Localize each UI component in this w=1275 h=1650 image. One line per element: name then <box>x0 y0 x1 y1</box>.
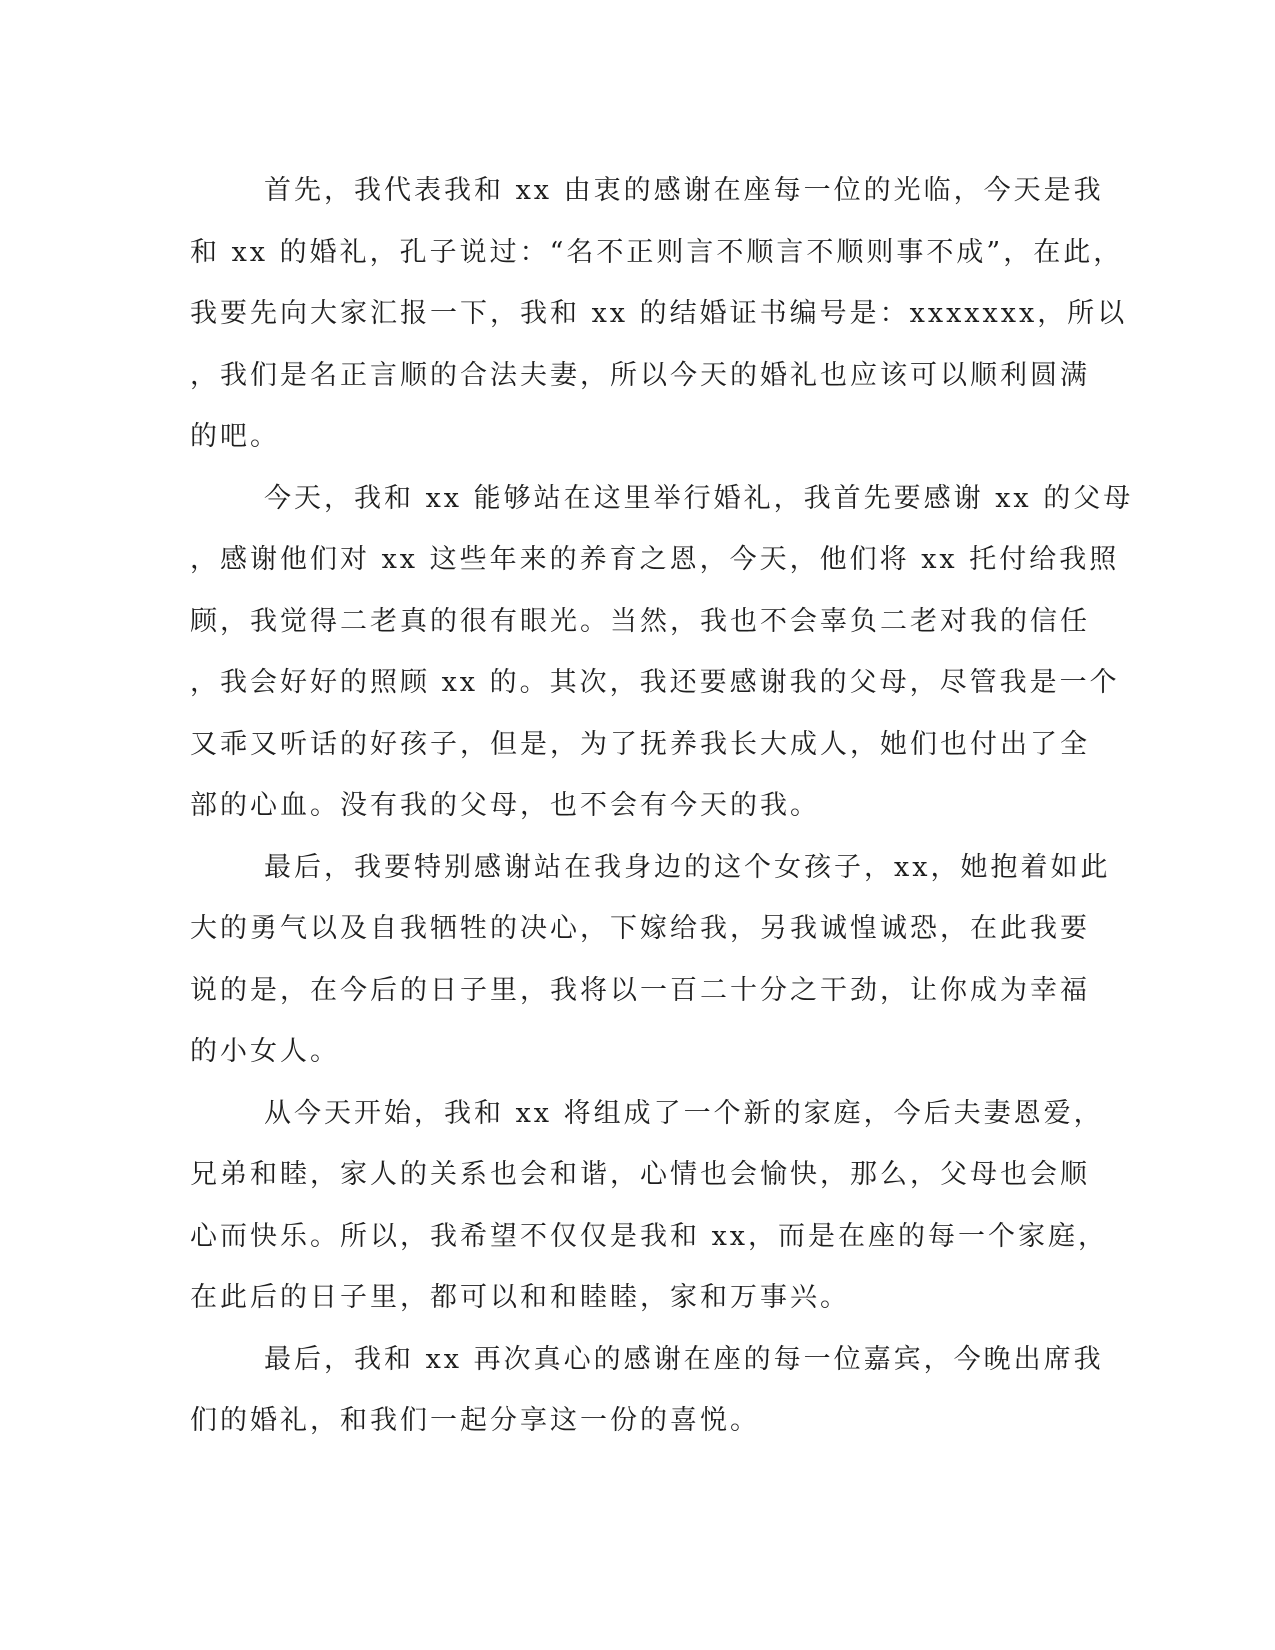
text-line: 的小女人。 <box>190 1036 340 1067</box>
text-line: 最后，我和 xx 再次真心的感谢在座的每一位嘉宾，今晚出席我 <box>264 1343 1104 1375</box>
text-line: ，我会好好的照顾 xx 的。其次，我还要感谢我的父母，尽管我是一个 <box>190 667 1120 698</box>
text-line: 今天，我和 xx 能够站在这里举行婚礼，我首先要感谢 xx 的父母 <box>264 482 1134 514</box>
text-line: 大的勇气以及自我牺牲的决心，下嫁给我，另我诚惶诚恐，在此我要 <box>190 913 1090 944</box>
text-line: 我要先向大家汇报一下，我和 xx 的结婚证书编号是：xxxxxxx，所以 <box>190 298 1128 329</box>
text-line: 心而快乐。所以，我希望不仅仅是我和 xx，而是在座的每一个家庭， <box>190 1220 1109 1252</box>
text-line: ，感谢他们对 xx 这些年来的养育之恩，今天，他们将 xx 托付给我照 <box>190 544 1120 575</box>
text-line: 从今天开始，我和 xx 将组成了一个新的家庭，今后夫妻恩爱， <box>264 1097 1104 1129</box>
text-line: 兄弟和睦，家人的关系也会和谐，心情也会愉快，那么，父母也会顺 <box>190 1159 1090 1190</box>
text-line: 又乖又听话的好孩子，但是，为了抚养我长大成人，她们也付出了全 <box>190 728 1090 760</box>
text-line: 的吧。 <box>190 421 280 452</box>
text-line: 和 xx 的婚礼，孔子说过：“名不正则言不顺言不顺则事不成”，在此， <box>190 236 1124 268</box>
text-line: 最后，我要特别感谢站在我身边的这个女孩子，xx，她抱着如此 <box>264 851 1111 883</box>
text-line: 们的婚礼，和我们一起分享这一份的喜悦。 <box>190 1405 760 1436</box>
paragraph-4 <box>190 1083 1109 1329</box>
paragraph-3 <box>190 837 1111 1083</box>
paragraph-2 <box>190 468 1134 837</box>
paragraph-1 <box>190 160 1128 468</box>
text-line: 部的心血。没有我的父母，也不会有今天的我。 <box>190 790 820 821</box>
paragraph-5 <box>190 1329 1104 1452</box>
text-line: 顾，我觉得二老真的很有眼光。当然，我也不会辜负二老对我的信任 <box>190 605 1090 637</box>
text-line: 首先，我代表我和 xx 由衷的感谢在座每一位的光临，今天是我 <box>264 175 1104 206</box>
text-line: 在此后的日子里，都可以和和睦睦，家和万事兴。 <box>190 1282 850 1313</box>
text-line: ，我们是名正言顺的合法夫妻，所以今天的婚礼也应该可以顺利圆满 <box>190 359 1090 391</box>
text-line: 说的是，在今后的日子里，我将以一百二十分之干劲，让你成为幸福 <box>190 974 1090 1006</box>
document-body <box>190 160 1134 1452</box>
